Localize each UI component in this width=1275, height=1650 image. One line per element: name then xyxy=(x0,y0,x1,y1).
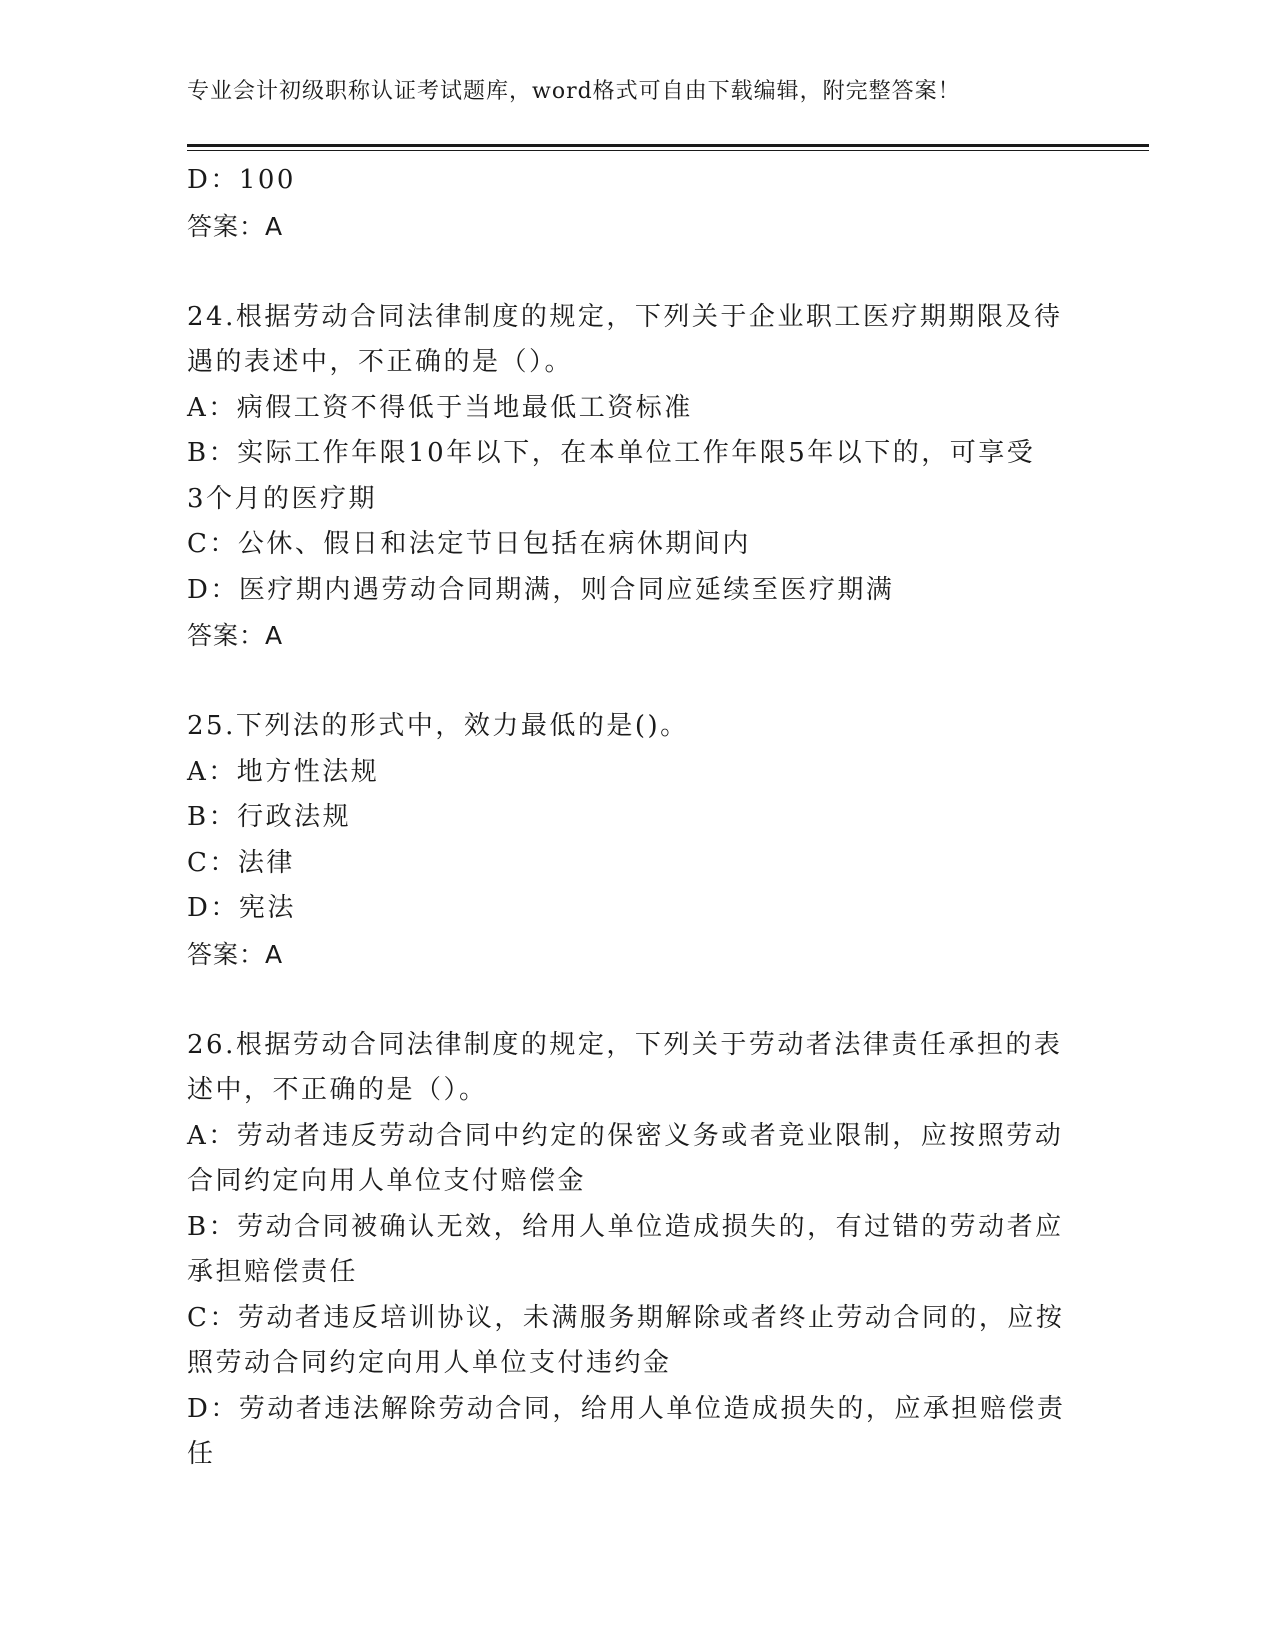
text-line: C：劳动者违反培训协议，未满服务期解除或者终止劳动合同的，应按 xyxy=(187,1302,1065,1333)
paragraph-gap xyxy=(187,977,1067,1023)
text-line: B：劳动合同被确认无效，给用人单位造成损失的，有过错的劳动者应 xyxy=(187,1211,1064,1242)
paragraph-gap xyxy=(187,659,1067,705)
text-line: B：行政法规 xyxy=(187,802,352,832)
text-line: A：地方性法规 xyxy=(187,756,380,787)
text-line: C：法律 xyxy=(187,847,295,878)
text-line: 3个月的医疗期 xyxy=(187,483,378,514)
answer-line: 答案：A xyxy=(187,211,284,241)
answer-line: 答案：A xyxy=(187,621,284,650)
text-line: 任 xyxy=(187,1439,216,1469)
text-line: 24.根据劳动合同法律制度的规定，下列关于企业职工医疗期期限及待 xyxy=(187,301,1063,332)
text-line: 合同约定向用人单位支付赔偿金 xyxy=(187,1166,587,1196)
text-line: 25.下列法的形式中，效力最低的是()。 xyxy=(187,711,689,741)
text-line: D：医疗期内遇劳动合同期满，则合同应延续至医疗期满 xyxy=(187,574,895,605)
text-line: 述中，不正确的是（）。 xyxy=(187,1075,488,1105)
header-rule-thick xyxy=(187,144,1149,147)
text-line: D：100 xyxy=(187,165,296,195)
text-line: B：实际工作年限10年以下，在本单位工作年限5年以下的，可享受 xyxy=(187,438,1036,468)
text-line: 遇的表述中，不正确的是（）。 xyxy=(187,347,574,377)
paragraph-gap xyxy=(187,249,1067,295)
text-line: 承担赔偿责任 xyxy=(187,1257,359,1287)
answer-line: 答案：A xyxy=(187,939,284,969)
question-content xyxy=(187,158,1067,1478)
text-line: 26.根据劳动合同法律制度的规定，下列关于劳动者法律责任承担的表 xyxy=(187,1029,1063,1060)
text-line: C：公休、假日和法定节日包括在病休期间内 xyxy=(187,529,751,559)
text-line: A：劳动者违反劳动合同中约定的保密义务或者竞业限制，应按照劳动 xyxy=(187,1120,1064,1151)
text-line: D：宪法 xyxy=(187,893,296,923)
text-line: 照劳动合同约定向用人单位支付违约金 xyxy=(187,1348,672,1378)
text-line: D：劳动者违法解除劳动合同，给用人单位造成损失的，应承担赔偿责 xyxy=(187,1393,1066,1424)
header-rule-thin xyxy=(187,150,1149,151)
text-line: A：病假工资不得低于当地最低工资标准 xyxy=(187,392,693,423)
page-header: 专业会计初级职称认证考试题库，word格式可自由下载编辑，附完整答案！ xyxy=(187,79,961,104)
